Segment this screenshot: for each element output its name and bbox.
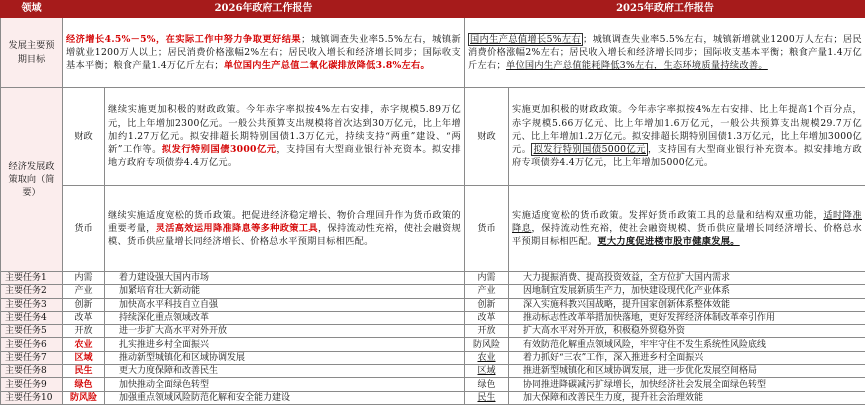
task-label: 主要任务1 [1, 272, 63, 285]
task-2026-category: 绿色 [63, 378, 105, 391]
task-2025-content: 大力提振消费、提高投资效益，全方位扩大国内需求 [509, 272, 865, 285]
goals-2025-text: ；城镇调查失业率5.5%左右，城镇新增就业1200万人左右；居民消费价格涨幅2%左右；居民收入增长和经济增长同步；国际收支基本平衡；粮食产量1.4万亿斤左右； [468, 33, 862, 72]
task-2025-content: 加大保障和改善民生力度，提升社会治理效能 [509, 391, 865, 404]
task-2025-content: 推进新型城镇化和区域协调发展，进一步优化发展空间格局 [509, 365, 865, 378]
task-row [1, 365, 865, 378]
monetary-label-2025: 货币 [465, 186, 509, 272]
goals-label: 发展主要预期目标 [1, 18, 63, 88]
header-2025: 2025年政府工作报告 [465, 1, 865, 18]
task-label: 主要任务6 [1, 338, 63, 351]
task-2026-content: 进一步扩大高水平对外开放 [105, 325, 465, 338]
task-label: 主要任务2 [1, 285, 63, 298]
task-row [1, 272, 865, 285]
header-row [1, 1, 865, 18]
fiscal-2025-text-tail: ，支持国有大型商业银行补充资本。拟安排地方政府专项债券4.4万亿元，比上年增加5000亿元。 [512, 144, 862, 169]
task-2026-content: 扎实推进乡村全面振兴 [105, 338, 465, 351]
goals-2025-energy-target: 单位国内生产总值能耗降低3%左右，生态环境质量持续改善。 [505, 60, 768, 72]
monetary-label-2026: 货币 [63, 186, 105, 272]
fiscal-2026-special-bonds: 拟发行特别国债3000亿元 [161, 144, 277, 156]
task-row [1, 298, 865, 311]
task-2025-category: 防风险 [465, 338, 509, 351]
task-2026-content: 着力建设强大国内市场 [105, 272, 465, 285]
monetary-2025-rate-cut: 适时降准降息 [512, 209, 862, 234]
task-2026-category: 民生 [63, 365, 105, 378]
fiscal-2025 [509, 88, 865, 186]
tasks-section [1, 272, 865, 405]
task-2025-category: 民生 [465, 391, 509, 404]
task-2026-category: 开放 [63, 325, 105, 338]
monetary-2026 [105, 186, 465, 272]
task-2026-content: 更大力度保障和改善民生 [105, 365, 465, 378]
task-2025-content: 着力抓好“三农”工作，深入推进乡村全面振兴 [509, 351, 865, 364]
header-domain: 领域 [1, 1, 63, 18]
task-2026-category: 产业 [63, 285, 105, 298]
monetary-2025-text: 实施适度宽松的货币政策。发挥好货币政策工具的总量和结构双重功能， [512, 209, 824, 221]
task-label: 主要任务10 [1, 391, 63, 404]
goals-2025-growth-target: 国内生产总值增长5%左右 [470, 33, 581, 45]
task-2025-category: 内需 [465, 272, 509, 285]
task-2025-content: 因地制宜发展新质生产力，加快建设现代化产业体系 [509, 285, 865, 298]
task-2025-category: 绿色 [465, 378, 509, 391]
task-2026-content: 加快推动全面绿色转型 [105, 378, 465, 391]
goals-2026-text: ；城镇调查失业率5.5%左右，城镇新增就业1200万人以上；居民消费价格涨幅2%左右；居民收入增长和经济增长同步；国际收支基本平衡；粮食产量1.4万亿斤左右； [66, 33, 461, 72]
task-2026-content: 加快高水平科技自立自强 [105, 298, 465, 311]
fiscal-2026-text-tail: ，支持国有大型商业银行补充资本。拟安排地方政府专项债券4.4万亿元。 [108, 144, 462, 169]
task-row [1, 378, 865, 391]
task-label: 主要任务8 [1, 365, 63, 378]
task-2025-category: 农业 [465, 351, 509, 364]
monetary-2026-tools: 灵活高效运用降准降息等多种政策工具 [155, 222, 318, 234]
task-2026-category: 改革 [63, 311, 105, 324]
task-2026-category: 防风险 [63, 391, 105, 404]
monetary-2025 [509, 186, 865, 272]
task-2026-category: 内需 [63, 272, 105, 285]
task-2025-category: 开放 [465, 325, 509, 338]
task-2025-content: 扩大高水平对外开放，积极稳外贸稳外资 [509, 325, 865, 338]
fiscal-2025-special-bonds: 拟发行特别国债5000亿元 [533, 144, 646, 156]
fiscal-label-2025: 财政 [465, 88, 509, 186]
monetary-row [1, 186, 865, 272]
task-row [1, 285, 865, 298]
fiscal-2026-text: 继续实施更加积极的财政政策。今年赤字率拟按4%左右安排，赤字规模5.89万亿元，比上年增加2300亿元。一般公共预算支出规模将首次达到30万亿元，比上年增加约1.27万亿元。拟安排超长期特别国债1.3万亿元，持续支持“两重”建设、“两新”工作等。 [108, 104, 461, 156]
goals-2026 [63, 18, 465, 88]
goals-2025 [465, 18, 865, 88]
goals-2026-growth-target: 经济增长4.5%－5%，在实际工作中努力争取更好结果 [66, 33, 302, 45]
task-2026-category: 创新 [63, 298, 105, 311]
header-2026: 2026年政府工作报告 [63, 1, 465, 18]
task-2026-content: 加紧培育壮大新动能 [105, 285, 465, 298]
task-label: 主要任务7 [1, 351, 63, 364]
task-row [1, 311, 865, 324]
monetary-2025-market: 更大力度促进楼市股市健康发展。 [597, 236, 740, 248]
task-2025-category: 创新 [465, 298, 509, 311]
task-2025-category: 区域 [465, 365, 509, 378]
task-label: 主要任务5 [1, 325, 63, 338]
task-row [1, 351, 865, 364]
fiscal-row [1, 88, 865, 186]
goals-row [1, 18, 865, 88]
task-2025-content: 协同推进降碳减污扩绿增长，加快经济社会发展全面绿色转型 [509, 378, 865, 391]
task-2025-category: 产业 [465, 285, 509, 298]
task-2026-content: 持续深化重点领域改革 [105, 311, 465, 324]
task-2026-content: 加强重点领域风险防范化解和安全能力建设 [105, 391, 465, 404]
fiscal-2026 [105, 88, 465, 186]
task-label: 主要任务9 [1, 378, 63, 391]
task-2026-category: 区域 [63, 351, 105, 364]
task-label: 主要任务4 [1, 311, 63, 324]
task-2025-content: 有效防范化解重点领域风险，牢牢守住不发生系统性风险底线 [509, 338, 865, 351]
task-row [1, 325, 865, 338]
task-row [1, 338, 865, 351]
task-2025-category: 改革 [465, 311, 509, 324]
goals-2026-carbon-target: 单位国内生产总值二氧化碳排放降低3.8%左右。 [223, 60, 431, 72]
task-2026-content: 推动新型城镇化和区域协调发展 [105, 351, 465, 364]
task-2025-content: 推动标志性改革举措加快落地，更好发挥经济体制改革牵引作用 [509, 311, 865, 324]
task-2026-category: 农业 [63, 338, 105, 351]
monetary-2025-text-tail: ，保持流动性充裕，使社会融资规模、货币供应量增长同经济增长、价格总水平预期目标相匹配。 [512, 222, 862, 248]
task-label: 主要任务3 [1, 298, 63, 311]
fiscal-2025-text: 实施更加积极的财政政策。今年赤字率拟按4%左右安排、比上年提高1个百分点，赤字规模5.66万亿元、比上年增加1.6万亿元，一般公共预算支出规模29.7万亿元、比上年增加1.2万亿元。拟安排超长期特别国债1.3万亿元，比上年增加3000亿元。 [512, 104, 862, 156]
monetary-2026-text-tail: ，保持流动性充裕，使社会融资规模、货币供应量增长同经济增长、价格总水平预期目标相匹配。 [108, 222, 462, 248]
fiscal-label-2026: 财政 [63, 88, 105, 186]
monetary-2026-text: 继续实施适度宽松的货币政策。把促进经济稳定增长、物价合理回升作为货币政策的重要考量， [108, 209, 461, 234]
task-2025-content: 深入实施科教兴国战略，提升国家创新体系整体效能 [509, 298, 865, 311]
policy-label: 经济发展政策取向（简要） [1, 88, 63, 272]
task-row [1, 391, 865, 404]
